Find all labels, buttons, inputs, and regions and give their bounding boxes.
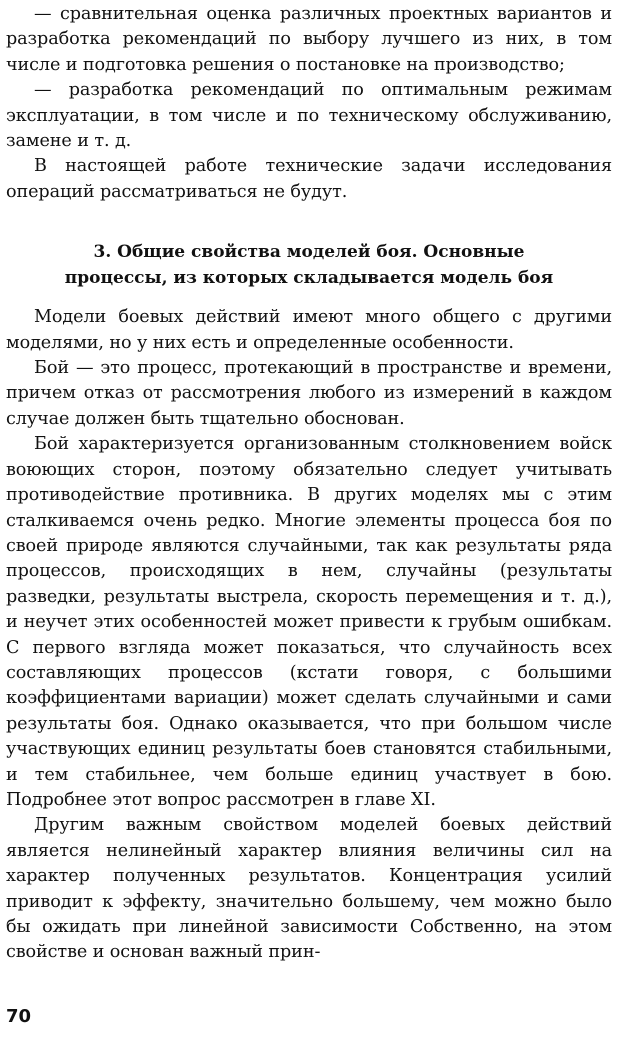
paragraph-space-time: Бой — это процесс, протекающий в пространстве и времени, причем отказ от рассмотрения любого из измерений в каждом случае должен быть тщательно обоснован. (6, 358, 612, 429)
paragraph-nonlinearity: Другим важным свойством моделей боевых действий является нелинейный характер влияния величины сил на характер полученных результатов. Концентрация усилий приводит к эффекту, значительно большему, чем можно было бы ожидать при линейной зависимости Собственно, на этом свойстве и основан важный прин- (6, 815, 612, 963)
paragraph-note: В настоящей работе технические задачи исследования операций рассматриваться не будут. (6, 156, 612, 202)
section-heading-line-2: процессы, из которых складывается модель боя (64, 268, 554, 289)
page-body (6, 2, 612, 966)
section-heading-line-1: 3. Общие свойства моделей боя. Основные (93, 242, 525, 263)
section-heading (6, 239, 612, 291)
paragraph-list-item-1: — сравнительная оценка различных проектных вариантов и разработка рекомендаций по выбору лучшего из них, в том числе и подготовка решения о постановке на производство; (6, 4, 612, 75)
paragraph-randomness: Бой характеризуется организованным столкновением войск воюющих сторон, поэтому обязательно следует учитывать противодействие противника. В других моделях мы с этим сталкиваемся очень редко. Многие элементы процесса боя по своей природе являются случайными, так как результаты ряда процессов, происходящих в нем, случайны (результаты разведки, результаты выстрела, скорость перемещения и т. д.), и неучет этих особенностей может привести к грубым ошибкам. С первого взгляда может показаться, что случайность всех составляющих процессов (кстати говоря, с большими коэффициентами вариации) может сделать случайными и сами результаты боя. Однако оказывается, что при большом числе участвующих единиц результаты боев становятся стабильными, и тем стабильнее, чем больше единиц участвует в бою. Подробнее этот вопрос рассмотрен в главе XI. (6, 434, 612, 810)
paragraph-list-item-2: — разработка рекомендаций по оптимальным режимам эксплуатации, в том числе и по техническому обслуживанию, замене и т. д. (6, 80, 612, 152)
paragraph-intro: Модели боевых действий имеют много общего с другими моделями, но у них есть и определенные особенности. (6, 307, 612, 353)
page-number: 70 (6, 1006, 32, 1027)
